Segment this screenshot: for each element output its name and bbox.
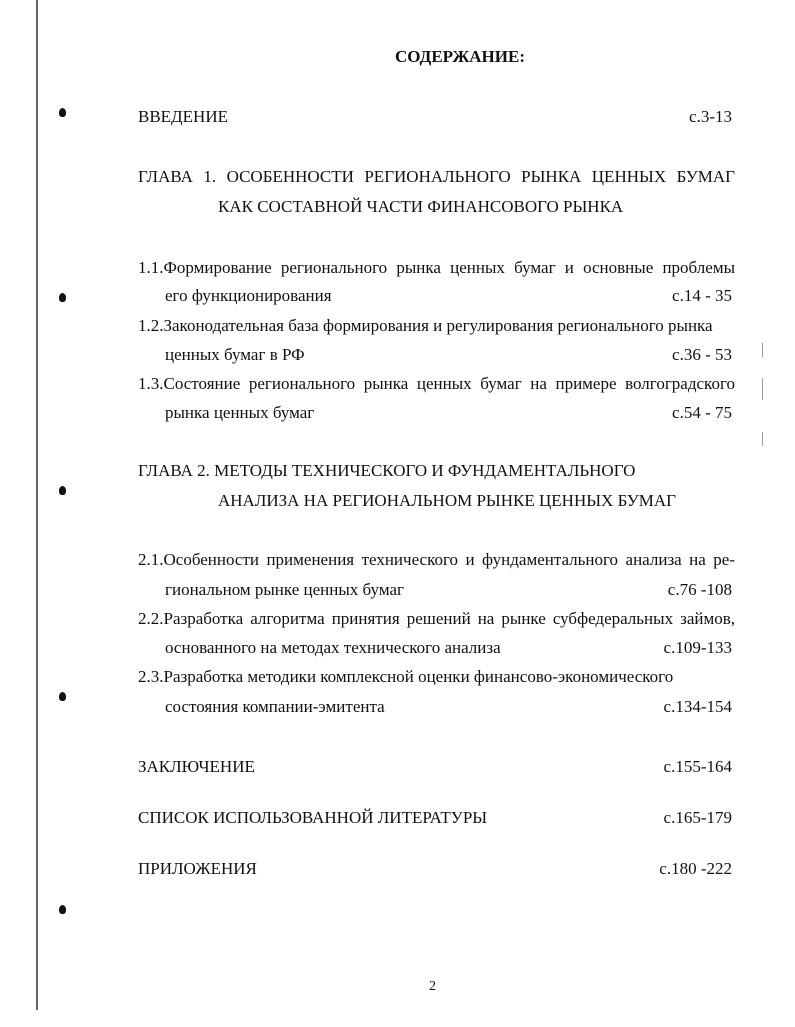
- section-2-1-row: [165, 580, 732, 600]
- section-2-2-title: 2.2.Разработка алгоритма принятия решений на рынке субфедеральных займов,: [138, 609, 735, 628]
- scan-artifact: [762, 378, 763, 400]
- chapter1-heading: ГЛАВА 1. ОСОБЕННОСТИ РЕГИОНАЛЬНОГО РЫНКА ЦЕННЫХ БУМАГ: [138, 167, 735, 186]
- chapter1-heading-cont: КАК СОСТАВНОЙ ЧАСТИ ФИНАНСОВОГО РЫНКА: [218, 197, 624, 216]
- page-number: 2: [429, 979, 436, 994]
- toc-references-label: СПИСОК ИСПОЛЬЗОВАННОЙ ЛИТЕРАТУРЫ: [138, 808, 488, 827]
- section-1-1-title-cont: его функционирования: [165, 286, 332, 305]
- section-2-2-row: [165, 638, 732, 658]
- section-1-2-pages: с.36 - 53: [672, 345, 732, 364]
- section-1-3-row: [165, 403, 732, 423]
- punch-hole-mark: [59, 293, 66, 302]
- page-title: СОДЕРЖАНИЕ:: [394, 47, 525, 66]
- binding-margin-line: [36, 0, 38, 1010]
- section-1-3-title: 1.3.Состояние регионального рынка ценных бумаг на примере волгоградского: [138, 374, 735, 393]
- toc-appendices-pages: с.180 -222: [659, 859, 732, 878]
- section-1-2-title-cont: ценных бумаг в РФ: [165, 345, 305, 364]
- section-2-3-title-cont: состояния компании-эмитента: [165, 697, 385, 716]
- chapter2-heading-cont: АНАЛИЗА НА РЕГИОНАЛЬНОМ РЫНКЕ ЦЕННЫХ БУМАГ: [218, 491, 676, 510]
- section-1-3-title-cont: рынка ценных бумаг: [165, 403, 315, 422]
- punch-hole-mark: [59, 905, 66, 914]
- toc-intro-label: ВВЕДЕНИЕ: [138, 107, 228, 126]
- section-2-1-title-cont: гиональном рынке ценных бумаг: [165, 580, 404, 599]
- section-1-1-pages: с.14 - 35: [672, 286, 732, 305]
- section-1-2-row: [165, 345, 732, 365]
- punch-hole-mark: [59, 486, 66, 495]
- section-2-3-pages: с.134-154: [663, 697, 732, 716]
- toc-conclusion-label: ЗАКЛЮЧЕНИЕ: [138, 757, 255, 776]
- scan-artifact: [762, 432, 763, 446]
- toc-conclusion-pages: с.155-164: [663, 757, 732, 776]
- section-1-1-title: 1.1.Формирование регионального рынка ценных бумаг и основные проблемы: [138, 258, 735, 277]
- toc-intro-pages: с.3-13: [689, 107, 732, 126]
- section-1-3-pages: с.54 - 75: [672, 403, 732, 422]
- punch-hole-mark: [59, 692, 66, 701]
- toc-references-pages: с.165-179: [663, 808, 732, 827]
- section-2-1-title: 2.1.Особенности применения технического и фундаментального анализа на ре-: [138, 550, 735, 569]
- toc-appendices-label: ПРИЛОЖЕНИЯ: [138, 859, 257, 878]
- section-2-2-pages: с.109-133: [663, 638, 732, 657]
- section-1-1-row: [165, 286, 732, 306]
- section-2-3-row: [165, 697, 732, 717]
- chapter2-heading: ГЛАВА 2. МЕТОДЫ ТЕХНИЧЕСКОГО И ФУНДАМЕНТАЛЬНОГО: [138, 461, 636, 480]
- section-2-1-pages: с.76 -108: [667, 580, 732, 599]
- section-2-3-title: 2.3.Разработка методики комплексной оценки финансово-экономического: [138, 667, 674, 686]
- punch-hole-mark: [59, 108, 66, 117]
- section-2-2-title-cont: основанного на методах технического анализа: [165, 638, 501, 657]
- scan-artifact: [762, 343, 763, 357]
- section-1-2-title: 1.2.Законодательная база формирования и регулирования регионального рынка: [138, 316, 713, 335]
